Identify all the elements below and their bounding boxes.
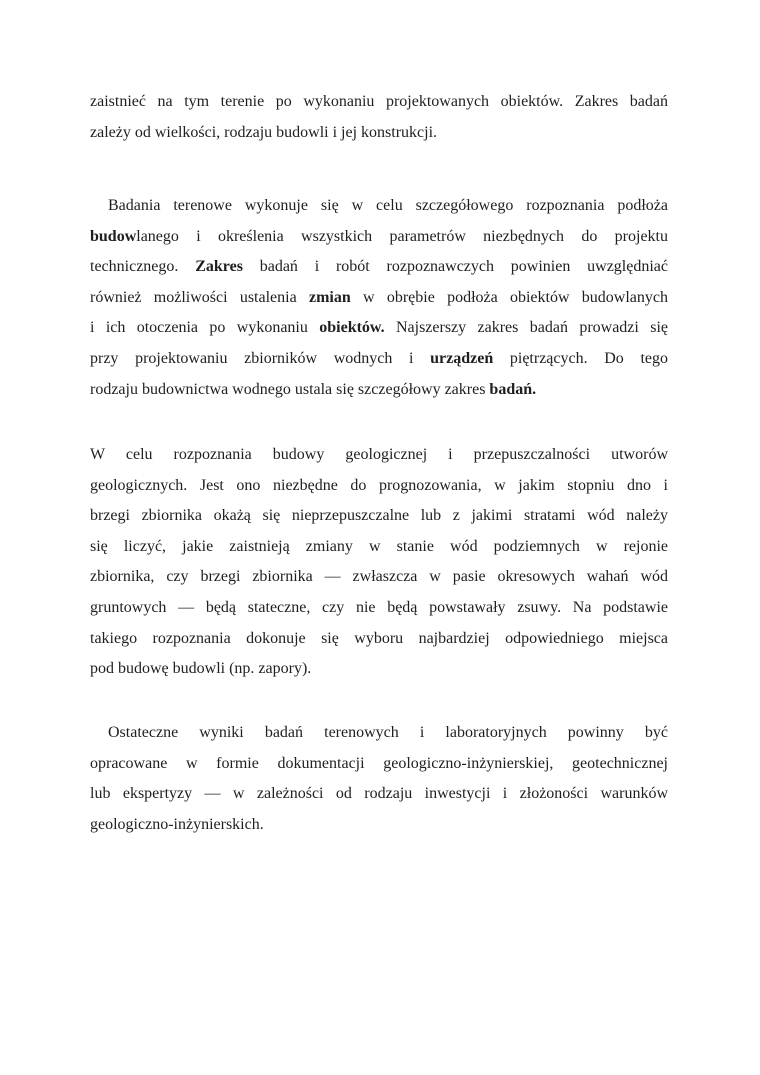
text-line (90, 375, 668, 406)
text-segment: zaistnieć na tym terenie po wykonaniu projektowanych obiektów. Zakres badań (90, 93, 668, 110)
bold-text: budow (90, 227, 137, 245)
text-line (90, 779, 668, 810)
text-line-content (90, 507, 668, 524)
text-line-content (90, 228, 668, 245)
text-line (90, 313, 668, 344)
bold-text: zmian (308, 288, 351, 306)
text-line-content (90, 446, 668, 463)
text-line-content (108, 724, 668, 741)
text-line (90, 749, 668, 780)
text-segment: i ich otoczenia po wykonaniu (90, 319, 320, 337)
text-line-content (90, 538, 668, 555)
text-segment: badań i robót rozpoznawczych powinien uwzględniać (242, 258, 669, 276)
text-segment: zależy od wielkości, rodzaju budowli i jej konstrukcji. (90, 123, 438, 141)
bold-text: badań. (489, 380, 537, 398)
text-segment: zbiornika, czy brzegi zbiornika — zwłaszcza w pasie okresowych wahań wód (90, 568, 668, 586)
paragraph-1 (90, 87, 668, 148)
text-line (90, 593, 668, 624)
text-line (90, 283, 668, 314)
text-line (90, 532, 668, 563)
paragraph-2 (90, 191, 668, 405)
text-line (90, 501, 668, 532)
text-line-content (90, 350, 668, 367)
text-line-content (90, 289, 668, 306)
text-segment: się liczyć, jakie zaistnieją zmiany w stanie wód podziemnych w rejonie (90, 537, 668, 555)
text-line (90, 191, 668, 222)
text-line (90, 222, 668, 253)
text-line (90, 118, 668, 149)
text-line-content (90, 599, 668, 616)
text-segment: również możliwości ustalenia (90, 288, 309, 306)
text-segment: takiego rozpoznania dokonuje się wyboru najbardziej odpowiedniego miejsca (90, 629, 668, 647)
text-segment: w obrębie podłoża obiektów budowlanych (350, 288, 668, 306)
text-line (90, 562, 668, 593)
text-line (90, 654, 668, 685)
bold-text: obiektów. (319, 319, 385, 337)
text-line (90, 87, 668, 118)
text-segment: geologicznych. Jest ono niezbędne do prognozowania, w jakim stopniu dno i (90, 476, 668, 494)
text-segment: opracowane w formie dokumentacji geologiczno-inżynierskiej, geotechnicznej (90, 754, 668, 772)
text-line-content (90, 755, 668, 772)
text-segment: Ostateczne wyniki badań terenowych i laboratoryjnych powinny być (108, 724, 668, 741)
text-line-content (90, 630, 668, 647)
text-line (90, 344, 668, 375)
text-line-content (108, 197, 668, 214)
text-line (90, 440, 668, 471)
text-segment: rodzaju budownictwa wodnego ustala się szczegółowy zakres (90, 380, 490, 398)
text-segment: pod budowę budowli (np. zapory). (90, 660, 312, 678)
text-line-content (90, 568, 668, 585)
text-segment: brzegi zbiornika okażą się nieprzepuszczalne lub z jakimi stratami wód należy (90, 507, 668, 525)
text-line-content (90, 319, 668, 336)
text-line (90, 471, 668, 502)
text-line (90, 810, 668, 841)
text-segment: Badania terenowe wykonuje się w celu szczegółowego rozpoznania podłoża (108, 197, 668, 214)
text-line-content (90, 816, 264, 833)
text-line-content (90, 381, 536, 398)
text-segment: lanego i określenia wszystkich parametrów niezbędnych do projektu (136, 227, 668, 245)
text-line (90, 718, 668, 749)
text-line-content (90, 93, 668, 110)
bold-text: urządzeń (430, 349, 494, 367)
text-line-content (90, 660, 311, 677)
text-segment: gruntowych — będą stateczne, czy nie będą powstawały zsuwy. Na podstawie (90, 598, 668, 616)
text-line (90, 624, 668, 655)
text-segment: przy projektowaniu zbiorników wodnych i (90, 349, 431, 367)
text-line-content (90, 477, 668, 494)
bold-text: Zakres (195, 258, 243, 276)
text-segment: technicznego. (90, 258, 196, 276)
text-line-content (90, 258, 668, 275)
text-line-content (90, 785, 668, 802)
text-segment: lub ekspertyzy — w zależności od rodzaju inwestycji i złożoności warunków (90, 785, 668, 803)
text-segment: Najszerszy zakres badań prowadzi się (384, 319, 669, 337)
text-line-content (90, 124, 437, 141)
paragraph-3 (90, 440, 668, 685)
paragraph-4 (90, 718, 668, 840)
text-segment: geologiczno-inżynierskich. (90, 815, 264, 833)
text-segment: W celu rozpoznania budowy geologicznej i przepuszczalności utworów (90, 446, 668, 463)
text-segment: piętrzących. Do tego (493, 349, 669, 367)
text-line (90, 252, 668, 283)
